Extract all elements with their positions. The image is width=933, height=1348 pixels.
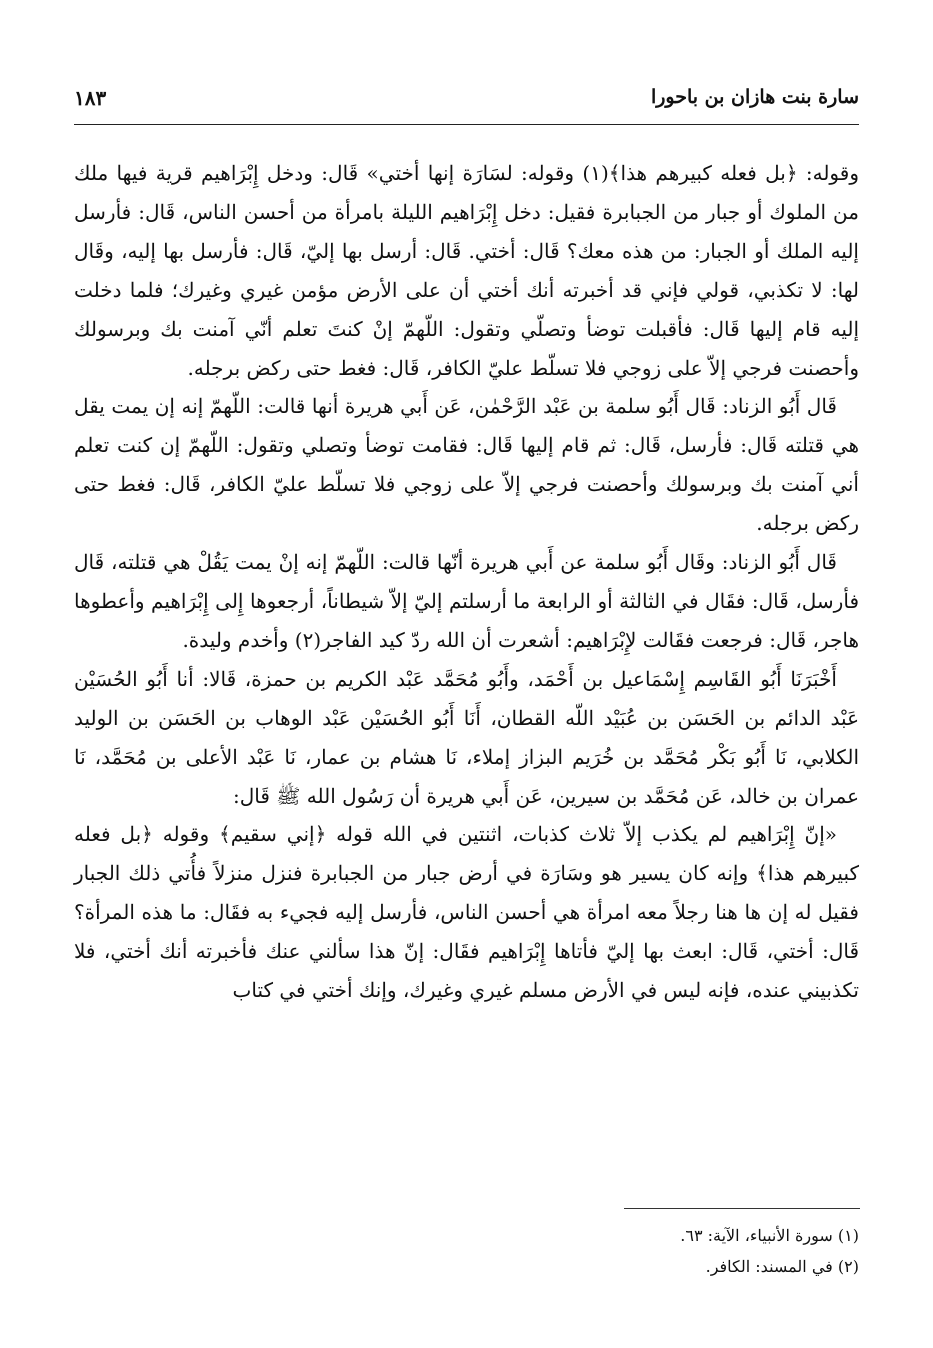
header-rule [74, 124, 859, 125]
paragraph: أَخْبَرَنَا أَبُو القَاسِم إِسْمَاعيل بن أَحْمَد، وأَبُو مُحَمَّد عَبْد الكريم بن حمزة، قَالا: أنا أَبُو الحُسَيْن عَبْد الدائم بن الحَسَن بن عُبَيْد اللّه القطان، أَنَا أَبُو الحُسَيْن عَبْد الوهاب بن الحَسَن بن الوليد الكلابي، نَا أَبُو بَكْر مُحَمَّد بن خُرَيم البزاز إملاء، نَا هشام بن عمار، نَا عَبْد الأعلى بن مُحَمَّد، نَا عمران بن خالد، عَن مُحَمَّد بن سيرين، عَن أَبي هريرة أن رَسُول الله ﷺ قَال: [74, 666, 859, 808]
footnote: (١) سورة الأنبياء، الآية: ٦٣. [680, 1226, 859, 1245]
main-text [74, 154, 859, 1010]
paragraph: قَال أَبُو الزناد: قَال أَبُو سلمة بن عَبْد الرَّحْمٰن، عَن أَبي هريرة أنها قالت: اللّهمّ إنه إن يمت يقل هي قتلته قَال: فأرسل، قَال: ثم قام إليها قَال: فقامت توضأ وتصلي وتقول: اللّهمّ إن كنت تعلم أني آمنت بك وبرسولك وأحصنت فرجي إلاّ على زوجي فلا تسلّط عليّ الكافر، قَال: فغط حتى ركض برجله. [74, 394, 859, 536]
footnote-rule [624, 1208, 860, 1209]
footnote: (٢) في المسند: الكافر. [705, 1257, 859, 1276]
footnotes [74, 1220, 859, 1282]
page-number: ١٨٣ [74, 86, 107, 110]
paragraph: قَال أَبُو الزناد: وقَال أَبُو سلمة عن أَبي هريرة أنّها قالت: اللّهمّ إنه إنْ يمت يَقُلْ هي قتلته، قَال فأرسل، قَال: فقَال في الثالثة أو الرابعة ما أرسلتم إليّ إلاّ شيطاناً، أرجعوها إِلى إِبْرَاهيم وأعطوها هاجر، قَال: فرجعت فقَالت لإِبْرَاهيم: أشعرت أن الله ردّ كيد الفاجر(٢) وأخدم وليدة. [74, 550, 859, 652]
paragraph: «إنّ إِبْرَاهيم لم يكذب إلاّ ثلاث كذبات، اثنتين في الله قوله ﴿إني سقيم﴾ وقوله ﴿بل فعله كبيرهم هذا﴾ وإنه كان يسير هو وسَارَة في أرض جبار من الجبابرة فنزل منزلاً فأُتي ذلك الجبار فقيل له إن ها هنا رجلاً معه امرأة هي أحسن الناس، فأرسل إليه فجيء به فقَال: ما هذه المرأة؟ قَال: أختي، قَال: ابعث بها إليّ فأتاها إِبْرَاهيم فقَال: إنّ هذا سألني عنك فأخبرته أنك أختي، فلا تكذبيني عنده، فإنه ليس في الأرض مسلم غيري وغيرك، وإنك أختي في كتاب [74, 822, 859, 1003]
running-title: سارة بنت هازان بن باحورا [650, 86, 859, 108]
paragraph: وقوله: ﴿بل فعله كبيرهم هذا﴾(١) وقوله: لسَارَة إنها أختي» قَال: ودخل إِبْرَاهيم قرية فيها ملك من الملوك أو جبار من الجبابرة فقيل: دخل إِبْرَاهيم الليلة بامرأة من أحسن الناس، قَال: فأرسل إليه الملك أو الجبار: من هذه معك؟ قَال: أختي. قَال: أرسل بها إليّ، قَال: فأرسل بها إليه، وقَال لها: لا تكذبي، قولي فإني قد أخبرته أنك أختي أن على الأرض مؤمن غيري وغيرك؛ فلما دخلت إليه قام إليها قَال: فأقبلت توضأ وتصلّي وتقول: اللّهمّ إنْ كنتَ تعلم أنّي آمنت بك وبرسولك وأحصنت فرجي إلاّ على زوجي فلا تسلّط عليّ الكافر، قَال: فغط حتى ركض برجله. [74, 161, 859, 380]
page-header [74, 82, 859, 122]
